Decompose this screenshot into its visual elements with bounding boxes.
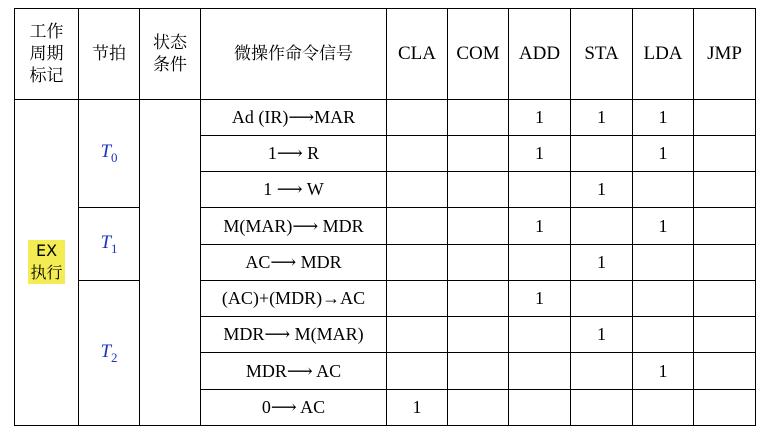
header-phase-line: 标记: [29, 65, 64, 86]
signal-cell: [387, 317, 448, 353]
phase-cell: [15, 99, 79, 425]
signal-cell: [387, 353, 448, 389]
micro-op-cell: M(MAR)⟶ MDR: [201, 208, 387, 244]
header-instruction: ADD: [509, 9, 571, 100]
header-beat: 节拍: [79, 9, 140, 100]
signal-cell: 1: [633, 135, 694, 171]
signal-cell: 1: [387, 389, 448, 425]
table-row: [15, 280, 756, 316]
control-signal-table: [14, 8, 756, 426]
signal-cell: [571, 208, 633, 244]
condition-cell: [140, 99, 201, 425]
signal-cell: [448, 389, 509, 425]
header-phase-marker: [15, 9, 79, 100]
header-row: [15, 9, 756, 100]
signal-cell: [633, 244, 694, 280]
signal-cell: [694, 244, 756, 280]
signal-cell: [509, 389, 571, 425]
signal-cell: [509, 244, 571, 280]
signal-cell: [387, 244, 448, 280]
signal-cell: [448, 280, 509, 316]
signal-cell: [509, 353, 571, 389]
signal-cell: [448, 353, 509, 389]
signal-cell: [448, 172, 509, 208]
signal-cell: [694, 280, 756, 316]
signal-cell: [448, 244, 509, 280]
signal-cell: [448, 135, 509, 171]
signal-cell: 1: [571, 172, 633, 208]
beat-cell: [79, 208, 140, 281]
beat-letter: T: [100, 141, 112, 163]
signal-cell: [571, 280, 633, 316]
micro-op-cell: 1 ⟶ W: [201, 172, 387, 208]
table-row: [15, 99, 756, 135]
micro-op-cell: MDR⟶ AC: [201, 353, 387, 389]
signal-cell: [633, 280, 694, 316]
micro-op-cell: AC⟶ MDR: [201, 244, 387, 280]
signal-cell: 1: [571, 317, 633, 353]
signal-cell: [448, 99, 509, 135]
signal-cell: 1: [633, 208, 694, 244]
beat-cell: [79, 280, 140, 425]
signal-cell: 1: [571, 99, 633, 135]
beat-cell: [79, 99, 140, 208]
beat-subscript: 0: [111, 149, 118, 165]
signal-cell: [387, 135, 448, 171]
signal-cell: [694, 389, 756, 425]
phase-label: [28, 240, 64, 284]
beat-subscript: 2: [111, 349, 118, 365]
signal-cell: [571, 135, 633, 171]
signal-cell: [509, 317, 571, 353]
signal-cell: [387, 208, 448, 244]
phase-line: 执行: [30, 263, 63, 283]
header-instruction: JMP: [694, 9, 756, 100]
signal-cell: [448, 317, 509, 353]
signal-cell: [571, 389, 633, 425]
beat-letter: T: [100, 231, 112, 253]
signal-cell: [571, 353, 633, 389]
header-instruction: LDA: [633, 9, 694, 100]
signal-cell: [448, 208, 509, 244]
signal-cell: [387, 172, 448, 208]
header-condition-line: 条件: [153, 54, 187, 75]
signal-cell: [694, 208, 756, 244]
header-micro-op: 微操作命令信号: [201, 9, 387, 100]
signal-cell: 1: [509, 208, 571, 244]
signal-cell: 1: [633, 99, 694, 135]
signal-cell: [694, 135, 756, 171]
header-instruction: CLA: [387, 9, 448, 100]
micro-op-cell: 1⟶ R: [201, 135, 387, 171]
beat-subscript: 1: [111, 240, 118, 256]
micro-op-cell: Ad (IR)⟶MAR: [201, 99, 387, 135]
signal-cell: [509, 172, 571, 208]
phase-line: EX: [35, 241, 58, 261]
signal-cell: 1: [571, 244, 633, 280]
signal-cell: [633, 389, 694, 425]
signal-cell: 1: [633, 353, 694, 389]
header-condition-line: 状态: [153, 32, 187, 53]
header-phase-line: 周期: [29, 43, 64, 64]
signal-cell: 1: [509, 99, 571, 135]
beat-letter: T: [100, 340, 112, 362]
header-condition: [140, 9, 201, 100]
signal-cell: [694, 353, 756, 389]
signal-cell: 1: [509, 135, 571, 171]
signal-cell: [387, 280, 448, 316]
micro-op-cell: 0⟶ AC: [201, 389, 387, 425]
signal-cell: [694, 317, 756, 353]
signal-cell: [387, 99, 448, 135]
micro-op-cell: MDR⟶ M(MAR): [201, 317, 387, 353]
micro-op-cell: (AC)+(MDR)→AC: [201, 280, 387, 316]
signal-cell: [694, 99, 756, 135]
header-instruction: STA: [571, 9, 633, 100]
table-row: [15, 208, 756, 244]
signal-cell: [633, 172, 694, 208]
signal-cell: [633, 317, 694, 353]
header-phase-line: 工作: [29, 21, 64, 42]
signal-cell: 1: [509, 280, 571, 316]
signal-cell: [694, 172, 756, 208]
header-instruction: COM: [448, 9, 509, 100]
